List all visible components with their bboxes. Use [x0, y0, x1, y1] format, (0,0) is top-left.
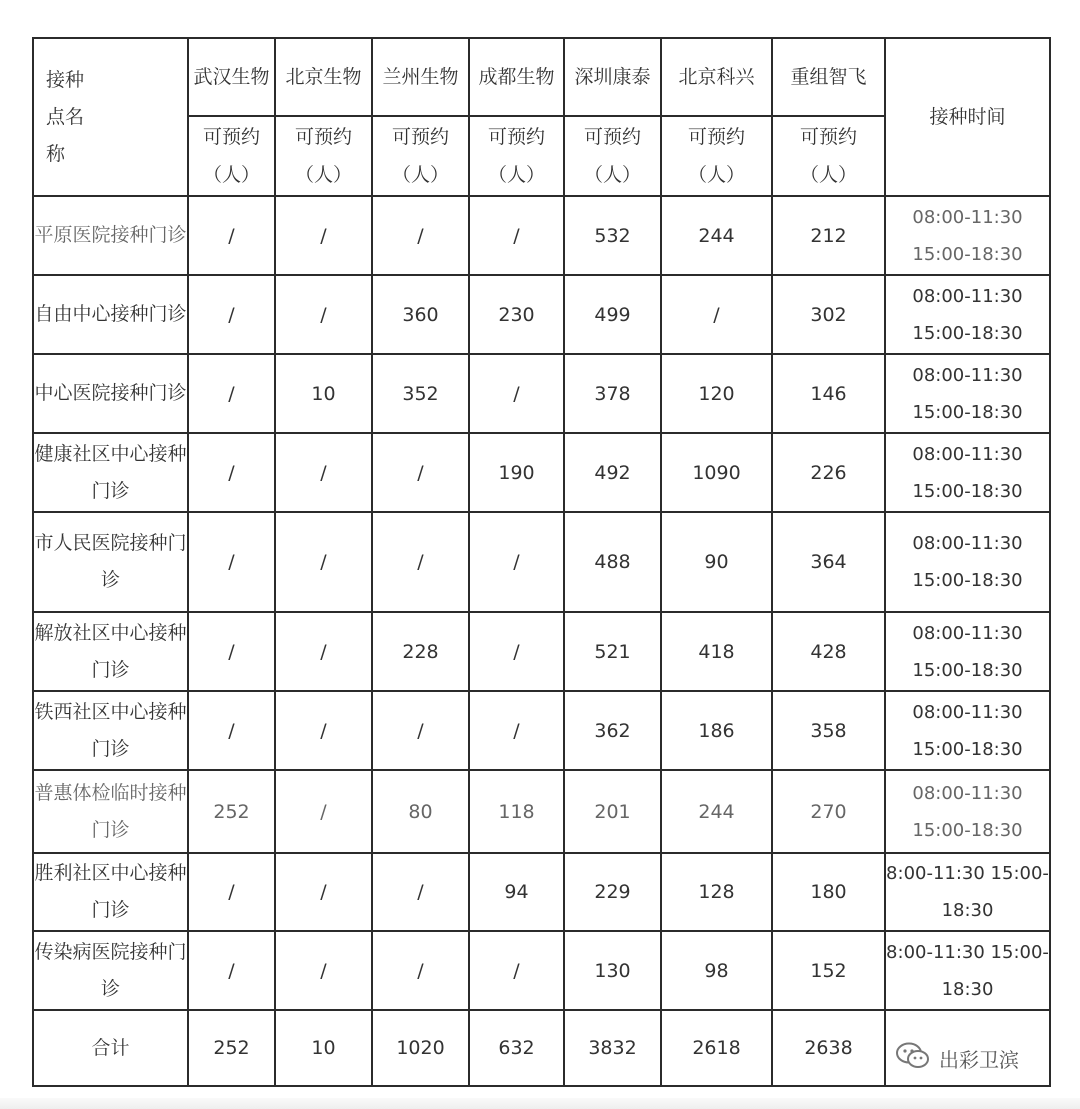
total-value: 10 — [275, 1010, 372, 1086]
total-value: 2618 — [661, 1010, 772, 1086]
availability-cell: 1090 — [661, 433, 772, 512]
time-header: 接种时间 — [885, 38, 1050, 196]
brand-header: 兰州生物 — [372, 38, 469, 116]
availability-cell: / — [275, 433, 372, 512]
site-name-cell: 传染病医院接种门诊 — [33, 931, 188, 1010]
availability-cell: 428 — [772, 612, 885, 691]
availability-cell: 492 — [564, 433, 661, 512]
brand-header: 武汉生物 — [188, 38, 275, 116]
site-name-cell: 铁西社区中心接种门诊 — [33, 691, 188, 770]
availability-cell: 418 — [661, 612, 772, 691]
availability-cell: / — [372, 853, 469, 931]
vaccination-time-cell: 08:00-11:30 15:00-18:30 — [885, 770, 1050, 853]
availability-cell: 118 — [469, 770, 564, 853]
availability-cell: 302 — [772, 275, 885, 354]
site-name-cell: 胜利社区中心接种门诊 — [33, 853, 188, 931]
availability-cell: / — [188, 433, 275, 512]
bottom-edge — [0, 1098, 1080, 1109]
site-name-cell: 中心医院接种门诊 — [33, 354, 188, 433]
availability-cell: 120 — [661, 354, 772, 433]
availability-cell: 229 — [564, 853, 661, 931]
site-name-cell: 健康社区中心接种门诊 — [33, 433, 188, 512]
sub-header-label: 可预约 （人） — [772, 116, 885, 196]
sub-header-label: 可预约 （人） — [564, 116, 661, 196]
availability-cell: / — [469, 196, 564, 275]
availability-cell: 358 — [772, 691, 885, 770]
vaccination-time-cell: 08:00-11:30 15:00-18:30 — [885, 512, 1050, 612]
vaccination-table-container — [32, 37, 1051, 1087]
availability-cell: 270 — [772, 770, 885, 853]
site-name-cell: 解放社区中心接种门诊 — [33, 612, 188, 691]
availability-cell: 10 — [275, 354, 372, 433]
availability-cell: / — [275, 770, 372, 853]
availability-cell: / — [188, 853, 275, 931]
site-name-cell: 平原医院接种门诊 — [33, 196, 188, 275]
availability-cell: 90 — [661, 512, 772, 612]
total-value: 1020 — [372, 1010, 469, 1086]
availability-cell: / — [469, 512, 564, 612]
availability-cell: / — [372, 931, 469, 1010]
total-value: 2638 — [772, 1010, 885, 1086]
availability-cell: 186 — [661, 691, 772, 770]
availability-cell: / — [188, 354, 275, 433]
sub-header-label: 可预约 （人） — [275, 116, 372, 196]
table-row — [33, 354, 1050, 433]
availability-cell: 98 — [661, 931, 772, 1010]
site-name-header: 接种 点名 称 — [33, 38, 188, 196]
vaccination-time-cell: 08:00-11:30 15:00-18:30 — [885, 691, 1050, 770]
availability-cell: 180 — [772, 853, 885, 931]
sub-header-label: 可预约 （人） — [188, 116, 275, 196]
availability-cell: 244 — [661, 196, 772, 275]
availability-cell: 146 — [772, 354, 885, 433]
brand-header: 深圳康泰 — [564, 38, 661, 116]
availability-cell: 499 — [564, 275, 661, 354]
availability-cell: / — [188, 931, 275, 1010]
availability-cell: / — [275, 853, 372, 931]
vaccination-time-cell: 08:00-11:30 15:00-18:30 — [885, 275, 1050, 354]
availability-cell: 230 — [469, 275, 564, 354]
vaccination-time-cell: 08:00-11:30 15:00-18:30 — [885, 612, 1050, 691]
availability-cell: / — [275, 275, 372, 354]
brand-header: 北京生物 — [275, 38, 372, 116]
availability-cell: 362 — [564, 691, 661, 770]
availability-cell: / — [188, 196, 275, 275]
availability-cell: / — [188, 275, 275, 354]
availability-cell: / — [188, 512, 275, 612]
availability-cell: / — [469, 691, 564, 770]
availability-cell: 252 — [188, 770, 275, 853]
table-row — [33, 853, 1050, 931]
availability-cell: / — [275, 612, 372, 691]
table-row — [33, 196, 1050, 275]
availability-cell: 360 — [372, 275, 469, 354]
watermark — [895, 1042, 1019, 1074]
availability-cell: / — [469, 354, 564, 433]
availability-cell: / — [372, 433, 469, 512]
availability-cell: 226 — [772, 433, 885, 512]
total-value: 632 — [469, 1010, 564, 1086]
availability-cell: / — [661, 275, 772, 354]
availability-cell: / — [275, 196, 372, 275]
wechat-icon — [895, 1041, 931, 1076]
availability-cell: / — [275, 931, 372, 1010]
availability-cell: 80 — [372, 770, 469, 853]
availability-cell: 364 — [772, 512, 885, 612]
site-name-cell: 自由中心接种门诊 — [33, 275, 188, 354]
availability-cell: 128 — [661, 853, 772, 931]
availability-cell: / — [372, 196, 469, 275]
availability-cell: / — [469, 612, 564, 691]
total-value: 3832 — [564, 1010, 661, 1086]
availability-cell: 130 — [564, 931, 661, 1010]
table-row — [33, 512, 1050, 612]
site-name-cell: 市人民医院接种门诊 — [33, 512, 188, 612]
availability-cell: / — [275, 512, 372, 612]
availability-cell: / — [469, 931, 564, 1010]
vaccination-time-cell: 08:00-11:30 15:00-18:30 — [885, 196, 1050, 275]
availability-cell: 152 — [772, 931, 885, 1010]
vaccination-time-cell: 08:00-11:30 15:00-18:30 — [885, 354, 1050, 433]
availability-cell: 521 — [564, 612, 661, 691]
availability-cell: / — [188, 691, 275, 770]
availability-cell: 94 — [469, 853, 564, 931]
header-row-brands — [33, 38, 1050, 116]
sub-header-label: 可预约 （人） — [372, 116, 469, 196]
availability-cell: 244 — [661, 770, 772, 853]
availability-cell: 201 — [564, 770, 661, 853]
vaccination-table — [32, 37, 1051, 1087]
vaccination-time-cell: 08:00-11:30 15:00-18:30 — [885, 433, 1050, 512]
watermark-text: 出彩卫滨 — [939, 1047, 1019, 1072]
table-row — [33, 691, 1050, 770]
sub-header-label: 可预约 （人） — [469, 116, 564, 196]
brand-header: 重组智飞 — [772, 38, 885, 116]
site-name-cell: 普惠体检临时接种门诊 — [33, 770, 188, 853]
brand-header: 成都生物 — [469, 38, 564, 116]
availability-cell: 378 — [564, 354, 661, 433]
availability-cell: / — [275, 691, 372, 770]
availability-cell: / — [188, 612, 275, 691]
table-row — [33, 612, 1050, 691]
table-row — [33, 275, 1050, 354]
availability-cell: / — [372, 691, 469, 770]
availability-cell: 190 — [469, 433, 564, 512]
table-row — [33, 931, 1050, 1010]
availability-cell: 212 — [772, 196, 885, 275]
availability-cell: 228 — [372, 612, 469, 691]
total-label: 合计 — [33, 1010, 188, 1086]
availability-cell: 488 — [564, 512, 661, 612]
table-row — [33, 433, 1050, 512]
availability-cell: / — [372, 512, 469, 612]
availability-cell: 352 — [372, 354, 469, 433]
vaccination-time-cell: 8:00-11:30 15:00-18:30 — [885, 853, 1050, 931]
brand-header: 北京科兴 — [661, 38, 772, 116]
sub-header-label: 可预约 （人） — [661, 116, 772, 196]
availability-cell: 532 — [564, 196, 661, 275]
vaccination-time-cell: 8:00-11:30 15:00-18:30 — [885, 931, 1050, 1010]
total-value: 252 — [188, 1010, 275, 1086]
table-row — [33, 770, 1050, 853]
